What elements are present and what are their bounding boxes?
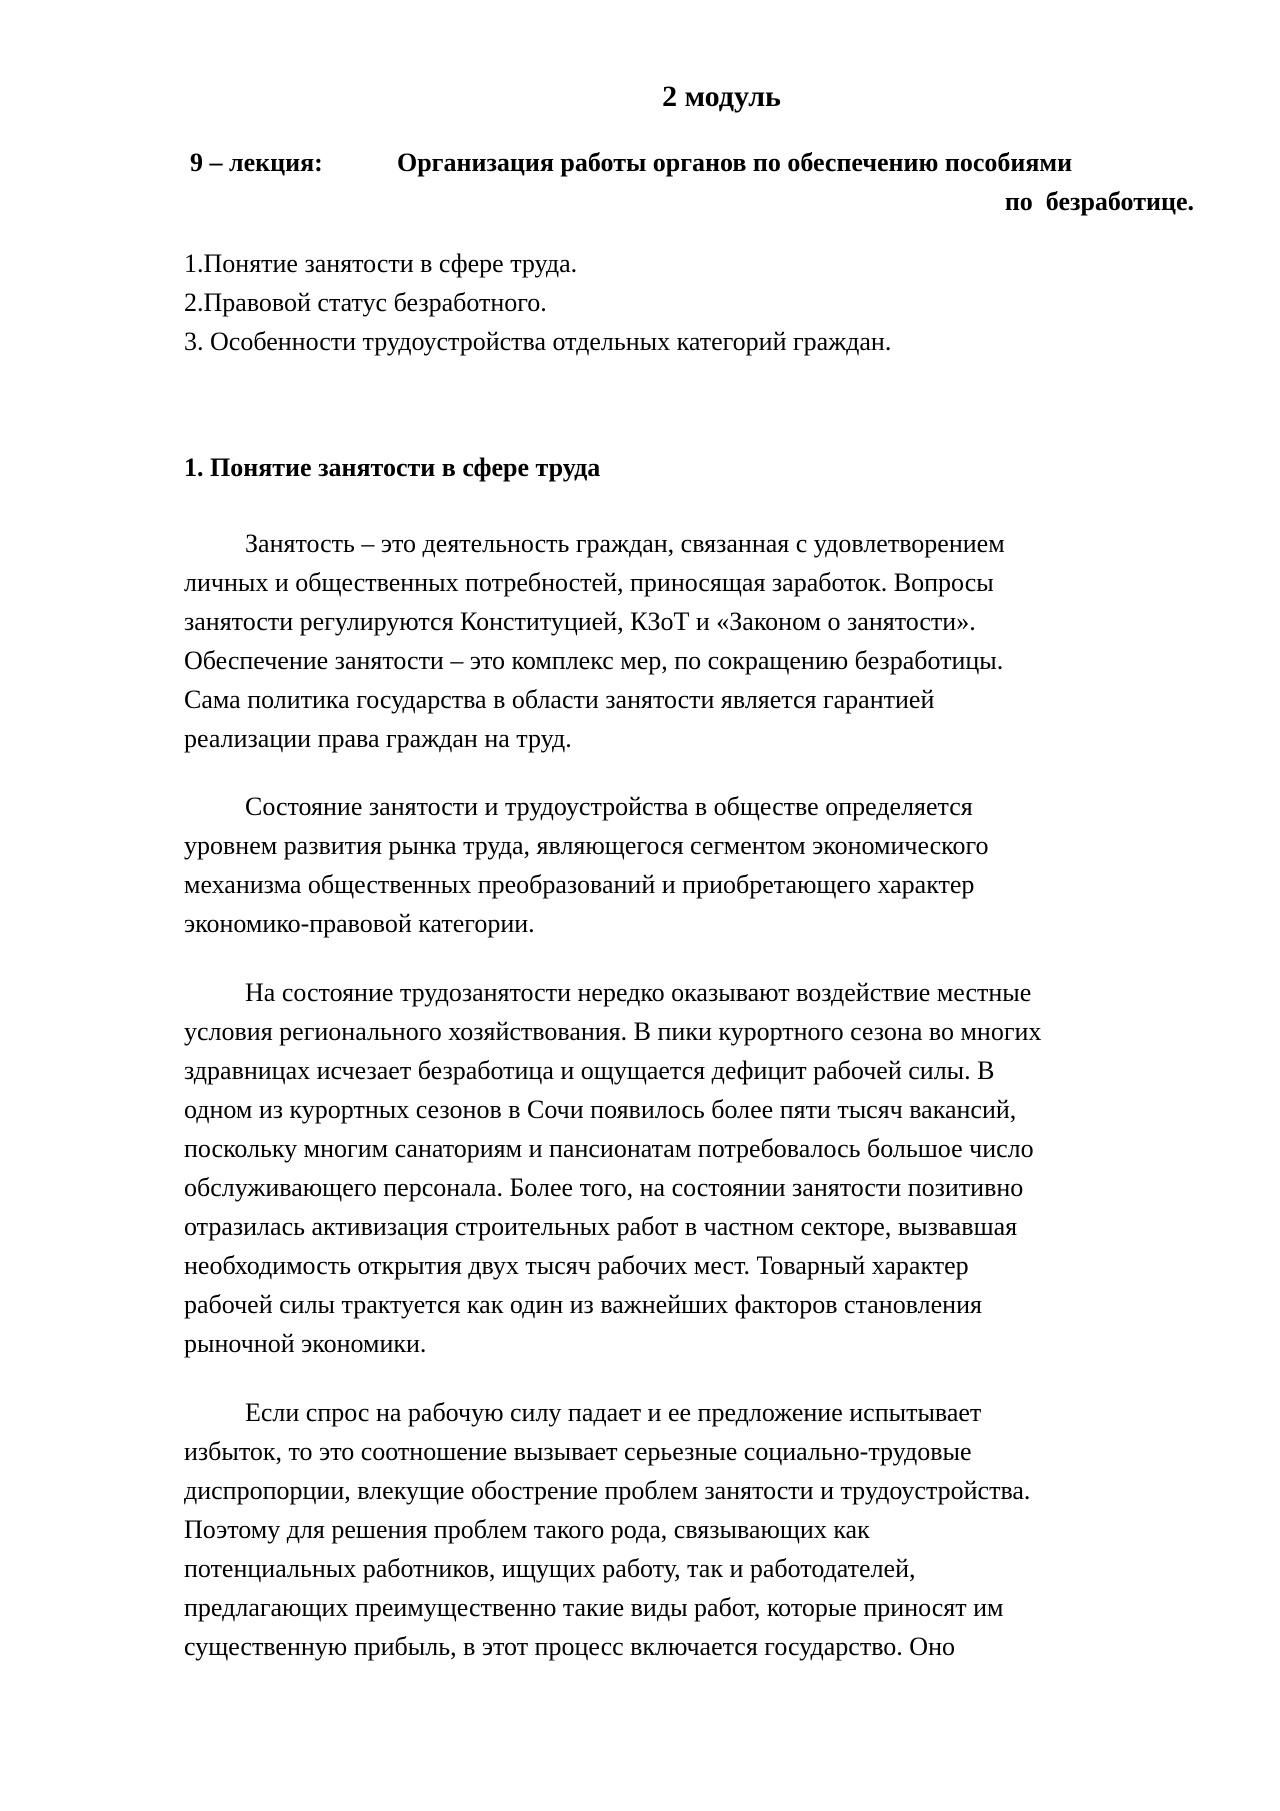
text-line: предлагающих преимущественно такие виды работ, которые приносят им <box>184 1593 1004 1622</box>
module-title: 2 модуль <box>662 80 781 113</box>
text-line: обслуживающего персонала. Более того, на состоянии занятости позитивно <box>184 1173 1024 1202</box>
text-line: рабочей силы трактуется как один из важнейших факторов становления <box>184 1290 982 1319</box>
paragraph <box>184 973 1194 1363</box>
text-line: поскольку многим санаториям и пансионатам потребовалось большое число <box>184 1134 1034 1163</box>
outline-item: 3. Особенности трудоустройства отдельных категорий граждан. <box>184 327 892 356</box>
lecture-title-line2: по безработице. <box>1004 187 1194 216</box>
section-heading: 1. Понятие занятости в сфере труда <box>184 453 601 482</box>
text-line: уровнем развития рынка труда, являющегося сегментом экономического <box>184 831 989 860</box>
outline-item: 1.Понятие занятости в сфере труда. <box>184 249 578 278</box>
text-line: отразилась активизация строительных работ в частном секторе, вызвавшая <box>184 1212 1018 1241</box>
text-line: необходимость открытия двух тысяч рабочих мест. Товарный характер <box>184 1251 969 1280</box>
text-line: экономико-правовой категории. <box>184 909 535 938</box>
paragraph <box>184 1393 1194 1666</box>
text-line: Сама политика государства в области занятости является гарантией <box>184 685 935 714</box>
text-line: реализации права граждан на труд. <box>184 724 572 753</box>
outline-item: 2.Правовой статус безработного. <box>184 288 547 317</box>
lecture-outline <box>184 244 891 361</box>
text-line: Если спрос на рабочую силу падает и ее предложение испытывает <box>245 1398 982 1427</box>
text-line: диспропорции, влекущие обострение проблем занятости и трудоустройства. <box>184 1476 1031 1505</box>
text-line: рыночной экономики. <box>184 1329 427 1358</box>
paragraph <box>184 524 1194 758</box>
lecture-heading <box>190 145 1072 181</box>
text-line: занятости регулируются Конституцией, КЗоТ и «Законом о занятости». <box>184 607 976 636</box>
text-line: условия регионального хозяйствования. В пики курортного сезона во многих <box>184 1017 1042 1046</box>
text-line: Обеспечение занятости – это комплекс мер, по сокращению безработицы. <box>184 646 1004 675</box>
lecture-number: 9 – лекция: <box>190 148 323 177</box>
text-line: На состояние трудозанятости нередко оказывают воздействие местные <box>245 978 1032 1007</box>
text-line: Поэтому для решения проблем такого рода, связывающих как <box>184 1515 870 1544</box>
text-line: одном из курортных сезонов в Сочи появилось более пяти тысяч вакансий, <box>184 1095 1017 1124</box>
paragraph <box>184 787 1194 943</box>
text-line: механизма общественных преобразований и приобретающего характер <box>184 870 975 899</box>
lecture-title-line1: Организация работы органов по обеспечению пособиями <box>397 148 1073 177</box>
text-line: существенную прибыль, в этот процесс включается государство. Оно <box>184 1632 955 1661</box>
text-line: Занятость – это деятельность граждан, связанная с удовлетворением <box>245 529 1005 558</box>
text-line: личных и общественных потребностей, приносящая заработок. Вопросы <box>184 568 994 597</box>
text-line: Состояние занятости и трудоустройства в обществе определяется <box>245 792 973 821</box>
text-line: потенциальных работников, ищущих работу, так и работодателей, <box>184 1554 916 1583</box>
text-line: избыток, то это соотношение вызывает серьезные социально-трудовые <box>184 1437 972 1466</box>
text-line: здравницах исчезает безработица и ощущается дефицит рабочей силы. В <box>184 1056 995 1085</box>
